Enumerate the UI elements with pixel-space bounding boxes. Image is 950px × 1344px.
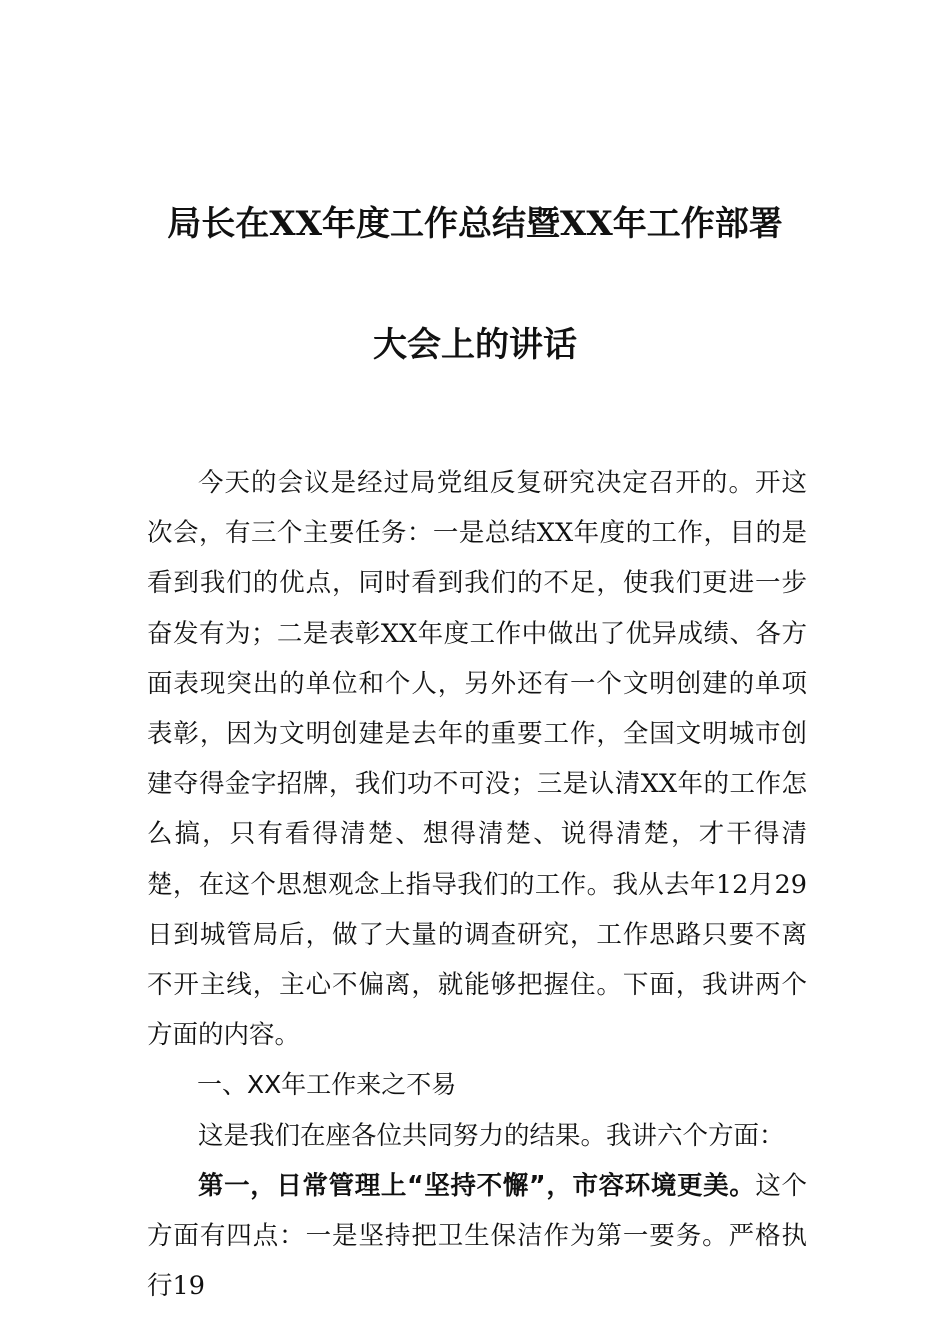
section-heading: 一、XX年工作来之不易 [197,1070,457,1100]
point-one-lead: 第一，日常管理上“坚持不懈”，市容环境更美。 [198,1170,756,1201]
document-title-line-1: 局长在XX年度工作总结暨XX年工作部署 [167,204,783,244]
opening-paragraph: 今天的会议是经过局党组反复研究决定召开的。开这次会，有三个主要任务：一是总结XX年度的工作，目的是看到我们的优点，同时看到我们的不足，使我们更进一步奋发有为；二是表彰XX年度工作中做出了优异成绩、各方面表现突出的单位和个人，另外还有一个文明创建的单项表彰，因为文明创建是去年的重要工作，全国文明城市创建夺得金字招牌，我们功不可没；三是认清XX年的工作怎么搞，只有看得清楚、想得清楚、说得清楚，才干得清楚，在这个思想观念上指导我们的工作。我从去年12月29日到城管局后，做了大量的调查研究，工作思路只要不离不开主线，主心不偏离，就能够把握住。下面，我讲两个方面的内容。 [147,468,807,1051]
point-one-text: 这个方面有四点：一是坚持把卫生保洁作为第一要务。严格执行19 [147,1170,807,1302]
document-title-line-2: 大会上的讲话 [373,325,577,365]
document-body [147,458,807,1311]
section-intro-paragraph: 这是我们在座各位共同努力的结果。我讲六个方面： [198,1120,785,1151]
point-one-paragraph [147,1161,807,1312]
